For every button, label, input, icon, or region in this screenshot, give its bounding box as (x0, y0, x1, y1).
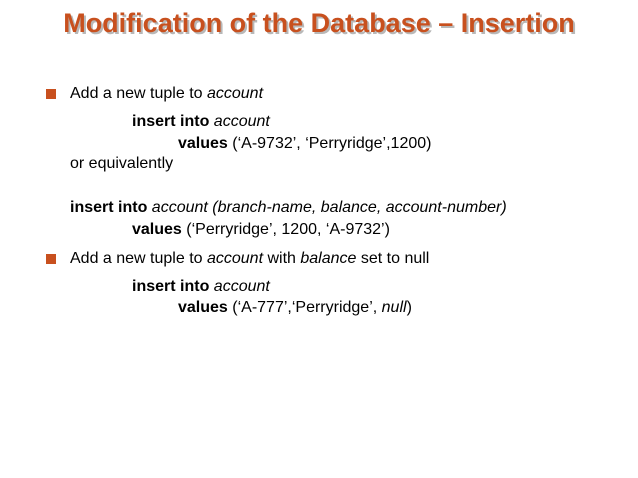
code-line-insert-1 (132, 113, 270, 131)
bullet-2-text-em1: account (206, 250, 264, 267)
values-list: (‘Perryridge’, 1200, ‘A-9732’) (186, 221, 390, 238)
bullet-2-text (70, 250, 429, 268)
slide-title: Modification of the Database – Insertion (63, 8, 575, 38)
bullet-square-icon (46, 254, 56, 264)
table-name: account (213, 278, 270, 295)
table-name: account (213, 113, 270, 130)
values-list-pre: (‘A-777’,‘Perryridge’, (232, 299, 382, 316)
values-null: null (381, 299, 407, 316)
bullet-2-text-post: set to null (356, 250, 430, 267)
code-line-insert-3 (132, 278, 270, 296)
bullet-1-text-em: account (206, 85, 264, 102)
bullet-square-icon (46, 89, 56, 99)
keyword-values: values (178, 299, 228, 316)
bullet-1-text (70, 85, 263, 103)
or-equivalently-text: or equivalently (70, 155, 174, 172)
values-list-post: ) (406, 299, 412, 316)
keyword-insert-into: insert into (70, 199, 148, 216)
keyword-values: values (178, 135, 228, 152)
code-line-values-1 (178, 135, 431, 153)
code-line-values-3 (178, 299, 412, 317)
bullet-2-text-mid: with (263, 250, 301, 267)
code-line-insert-2 (70, 199, 507, 217)
bullet-2-text-em2: balance (300, 250, 357, 267)
keyword-values: values (132, 221, 182, 238)
keyword-insert-into: insert into (132, 278, 210, 295)
table-name-with-columns: account (branch-name, balance, account-number) (151, 199, 507, 216)
keyword-insert-into: insert into (132, 113, 210, 130)
bullet-2-text-pre: Add a new tuple to (70, 250, 207, 267)
code-line-values-2 (132, 221, 390, 239)
bullet-1-text-pre: Add a new tuple to (70, 85, 207, 102)
values-list: (‘A-9732’, ‘Perryridge’,1200) (232, 135, 432, 152)
